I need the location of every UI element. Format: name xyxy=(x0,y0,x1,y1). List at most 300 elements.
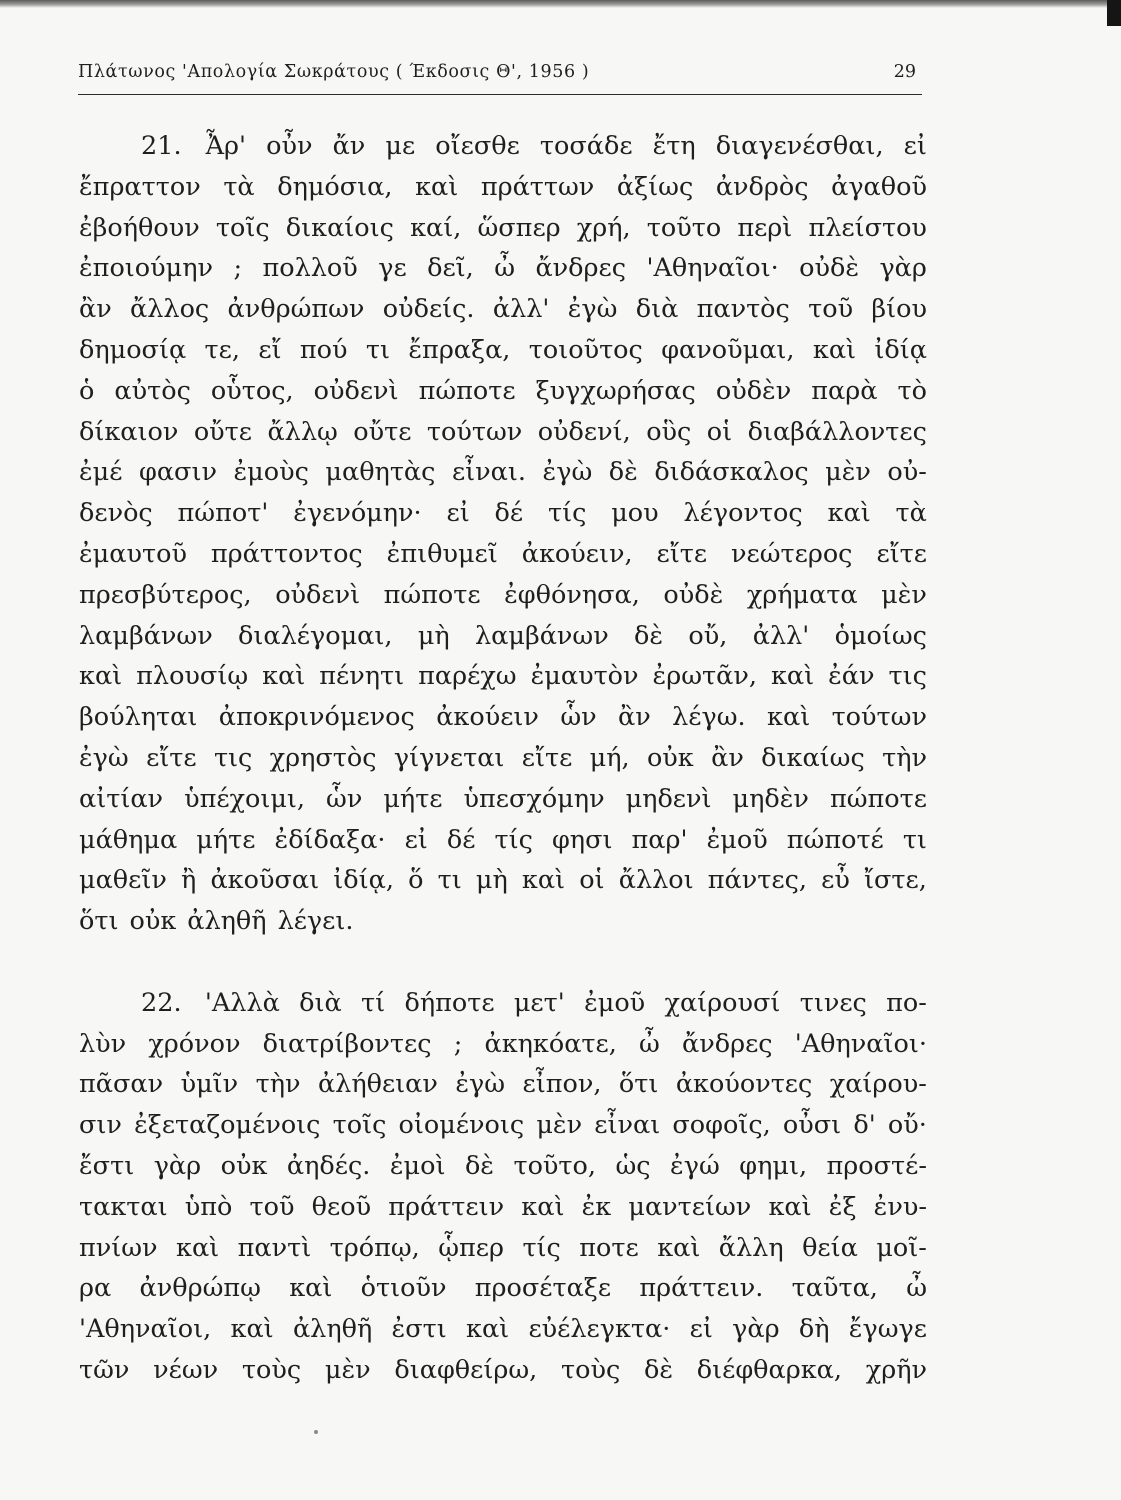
word: δικαίοις xyxy=(285,212,394,243)
word: ἴστε, xyxy=(864,865,927,896)
text-line xyxy=(79,779,927,820)
word: ἂν xyxy=(711,742,744,773)
scan-top-edge xyxy=(0,0,1121,8)
text-line xyxy=(79,616,927,657)
word: τὰ xyxy=(223,171,255,202)
text-line xyxy=(79,493,927,534)
word: τούτων xyxy=(831,702,927,733)
word: νέων xyxy=(153,1354,219,1385)
word: μὴ xyxy=(475,865,508,896)
word: χρηστὸς xyxy=(269,742,377,773)
word: ξυγχωρήσας xyxy=(535,375,696,406)
word: ; xyxy=(453,1028,463,1059)
word: δικαίως xyxy=(761,742,865,773)
word: οὐκ xyxy=(220,1150,268,1181)
word: λέγει. xyxy=(277,906,354,937)
word: πο- xyxy=(886,987,927,1018)
word: ἀποκρινόμενος xyxy=(218,702,415,733)
word: οὐδενὶ xyxy=(275,579,361,610)
text-line xyxy=(79,371,927,412)
word: ᾧπερ xyxy=(438,1232,504,1263)
word: εἴτε xyxy=(521,742,573,773)
word: εἶπον, xyxy=(522,1069,602,1100)
word: δὴ xyxy=(798,1314,830,1345)
word: πνίων xyxy=(79,1232,158,1263)
word: μοῖ- xyxy=(876,1232,927,1263)
word: ἐγὼ xyxy=(542,457,593,488)
word: ὁμοίως xyxy=(834,620,927,651)
text-line xyxy=(79,126,927,167)
word: τοῦτο, xyxy=(513,1150,596,1181)
word: τις xyxy=(888,661,927,692)
word: χαίρουσί xyxy=(664,987,781,1018)
word: φησι xyxy=(551,824,613,855)
word: τις xyxy=(213,742,253,773)
word: ἐγενόμην· xyxy=(293,498,422,529)
word: οὔτε xyxy=(353,416,412,447)
word: εἴ xyxy=(258,334,282,365)
word: ἐξ xyxy=(828,1191,857,1222)
word: γίγνεται xyxy=(393,742,505,773)
word: χρήματα xyxy=(746,579,858,610)
word: οὓς xyxy=(646,416,692,447)
word: ὅτι xyxy=(79,906,119,937)
word: μὲν xyxy=(881,579,927,610)
text-line xyxy=(79,1268,927,1309)
word: με xyxy=(385,131,416,161)
word: οὐδενί, xyxy=(537,416,631,447)
word: παρέχω xyxy=(418,661,517,692)
word: πένητι xyxy=(319,661,405,692)
word: δημοσίᾳ xyxy=(79,334,187,365)
word: ἐμοὶ xyxy=(389,1150,446,1181)
word: ἐνυ- xyxy=(873,1191,927,1222)
word: ὦ xyxy=(906,1273,927,1304)
word: καὶ xyxy=(521,865,566,896)
word: διαγενέσθαι, xyxy=(715,131,884,161)
word: ἐγὼ xyxy=(455,1069,506,1100)
word: ποτε xyxy=(579,1232,639,1263)
word: ἔστι xyxy=(79,1150,135,1181)
word: τοῖς xyxy=(215,212,270,243)
text-line xyxy=(79,1105,927,1146)
word: θεοῦ xyxy=(311,1191,372,1222)
word: πώποτε xyxy=(383,579,481,610)
word: χαίρου- xyxy=(829,1069,927,1100)
word: διαλέγομαι, xyxy=(238,620,393,651)
paragraph-number: 21. xyxy=(141,131,182,161)
word: πολλοῦ xyxy=(262,253,358,284)
text-line xyxy=(79,167,927,208)
word: οὐδὲ xyxy=(799,253,859,284)
word: δενὸς xyxy=(79,498,153,529)
word: σιν xyxy=(79,1110,122,1141)
word: ἀκούειν, xyxy=(521,538,633,569)
text-line xyxy=(79,1024,927,1065)
word: λέγω. xyxy=(672,702,746,733)
word: ὦ xyxy=(639,1028,660,1059)
word: ἀκηκόατε, xyxy=(484,1028,617,1059)
word: τοιοῦτος xyxy=(528,334,643,365)
paragraph-gap xyxy=(79,942,927,983)
word: νεώτερος xyxy=(731,538,853,569)
word: οὐδείς. xyxy=(382,294,475,325)
word: πλείστου xyxy=(808,212,927,243)
word: πράττειν xyxy=(388,1191,505,1222)
word: διατρίβοντες xyxy=(262,1028,432,1059)
word: ἐγώ xyxy=(670,1150,720,1181)
text-line xyxy=(79,575,927,616)
word: οἱ xyxy=(579,865,605,896)
word: πώποτε xyxy=(829,783,927,814)
word: τὴν xyxy=(882,742,927,773)
word: δήποτε xyxy=(404,987,495,1018)
word: δὲ xyxy=(643,1354,674,1385)
word: οἴεσθε xyxy=(435,131,520,161)
word: ἄλλοι xyxy=(618,865,694,896)
word: ὁ xyxy=(79,375,95,406)
text-line xyxy=(79,412,927,453)
text-line xyxy=(79,1064,927,1105)
word: ἄνδρες xyxy=(682,1028,773,1059)
word: τίς xyxy=(522,1232,561,1263)
word: καὶ xyxy=(812,334,857,365)
word: ἄλλῳ xyxy=(267,416,338,447)
word: ὅ xyxy=(408,865,424,896)
word: τί xyxy=(361,987,386,1018)
word: θεία xyxy=(802,1232,858,1263)
word: αὐτὸς xyxy=(114,375,191,406)
word: πάντες, xyxy=(707,865,807,896)
word: πώποτ' xyxy=(177,498,269,529)
word: ἐρωτᾶν, xyxy=(652,661,757,692)
word: τούτων xyxy=(426,416,523,447)
word: ἐκ xyxy=(581,1191,612,1222)
word: προσέταξε xyxy=(474,1273,612,1304)
text-line xyxy=(79,1146,927,1187)
word: εἰ xyxy=(689,1314,713,1345)
text-line xyxy=(79,330,927,371)
word: μαθητὰς xyxy=(325,457,436,488)
word: ἄλλος xyxy=(130,294,210,325)
word: εἰ xyxy=(446,498,470,529)
word: 'Αθηναῖοι· xyxy=(646,253,779,284)
word: τοῦ xyxy=(249,1191,295,1222)
word: καὶ xyxy=(289,1273,333,1304)
word: ἂν xyxy=(79,294,112,325)
word: ἔπραττον xyxy=(79,171,201,202)
word: χρόνον xyxy=(148,1028,241,1059)
word: διδάσκαλος xyxy=(654,457,809,488)
word: παντὸς xyxy=(696,294,790,325)
word: μήτε xyxy=(196,824,256,855)
word: πράττειν. xyxy=(639,1273,764,1304)
word: ἔγωγε xyxy=(848,1314,927,1345)
word: ἐμαυτοῦ xyxy=(79,538,187,569)
word: μηδὲν xyxy=(732,783,809,814)
word: δεῖ, xyxy=(427,253,474,284)
word: ὁτιοῦν xyxy=(360,1273,447,1304)
word: τρόπῳ, xyxy=(329,1232,420,1263)
word: ἀνδρὸς xyxy=(715,171,809,202)
word: φασιν xyxy=(138,457,217,488)
word: μὲν xyxy=(825,457,871,488)
word: παντὶ xyxy=(237,1232,312,1263)
word: οὐδὲν xyxy=(715,375,792,406)
word: μὲν xyxy=(324,1354,371,1385)
word: μάθημα xyxy=(79,824,178,855)
word: ἄνδρες xyxy=(535,253,626,284)
word: τίς xyxy=(547,498,587,529)
word: ἐμοῦ xyxy=(706,824,768,855)
text-line xyxy=(79,697,927,738)
word: οἰομένοις xyxy=(398,1110,525,1141)
word: ; xyxy=(233,253,243,284)
word: καὶ xyxy=(79,661,123,692)
word: εἶναι. xyxy=(451,457,526,488)
word: μὲν xyxy=(536,1110,583,1141)
word: τὴν xyxy=(255,1069,301,1100)
word: πού xyxy=(299,334,348,365)
word: καὶ xyxy=(768,1191,812,1222)
word: καὶ xyxy=(657,1232,701,1263)
word: τι xyxy=(902,824,927,855)
word: τίς xyxy=(494,824,533,855)
word: δημόσια, xyxy=(277,171,393,202)
word: ἀληθῆ xyxy=(292,1314,373,1345)
word: 'Αθηναῖοι· xyxy=(794,1028,927,1059)
word: δέ xyxy=(494,498,524,529)
word: οὗτος, xyxy=(210,375,294,406)
word: ὦ xyxy=(494,253,515,284)
word: ἐξεταζομένοις xyxy=(134,1110,321,1141)
word: τοῖς xyxy=(332,1110,387,1141)
word: δὲ xyxy=(464,1150,494,1181)
word: σοφοῖς, xyxy=(672,1110,771,1141)
word: ρα xyxy=(79,1273,112,1304)
word: χρή, xyxy=(576,212,631,243)
word: ἄλλη xyxy=(718,1232,784,1263)
word: οὐδὲ xyxy=(663,579,724,610)
word: καί, xyxy=(410,212,462,243)
word: Ἆρ' xyxy=(205,131,247,161)
word: εἴτε xyxy=(656,538,708,569)
word: πώποτε xyxy=(418,375,516,406)
scan-corner-mark xyxy=(1107,0,1121,26)
text-line xyxy=(79,738,927,779)
word: εἴτε xyxy=(146,742,197,773)
word: γε xyxy=(378,253,407,284)
word: βούληται xyxy=(79,702,198,733)
word: ἀηδές. xyxy=(286,1150,371,1181)
word: διὰ xyxy=(635,294,679,325)
word: μή, xyxy=(589,742,630,773)
word: ἐδίδαξα· xyxy=(274,824,386,855)
text-line xyxy=(79,208,927,249)
word: ὡς xyxy=(615,1150,651,1181)
text-line xyxy=(79,1350,927,1391)
text-line xyxy=(79,860,927,901)
word: εἶναι xyxy=(594,1110,661,1141)
word: ὅτι xyxy=(618,1069,659,1100)
word: ἀκούειν xyxy=(436,702,539,733)
word: διὰ xyxy=(299,987,342,1018)
word: τακται xyxy=(79,1191,168,1222)
running-title: Πλάτωνος 'Απολογία Σωκράτους ( Έκδοσις Θ', 1956 ) xyxy=(78,62,590,82)
word: δίκαιον xyxy=(79,416,179,447)
word: οὐ- xyxy=(887,457,927,488)
word: ἀλλ' xyxy=(492,294,550,325)
word: λαμβάνων xyxy=(79,620,213,651)
word: τοσάδε xyxy=(539,131,633,161)
word: ἐβοήθουν xyxy=(79,212,200,243)
word: καὶ xyxy=(770,661,815,692)
text-line xyxy=(79,289,927,330)
word: πώποτέ xyxy=(786,824,884,855)
word: καὶ xyxy=(415,171,459,202)
word: διαφθείρω, xyxy=(394,1354,538,1385)
word: καὶ xyxy=(521,1191,565,1222)
word: γὰρ xyxy=(879,253,927,284)
word: 'Αθηναῖοι, xyxy=(79,1314,212,1345)
word: ἀλλ' xyxy=(752,620,810,651)
text-line xyxy=(79,534,927,575)
word: 'Αλλὰ xyxy=(204,987,280,1018)
word: βίου xyxy=(871,294,927,325)
word: μὴ xyxy=(417,620,450,651)
word: εἴτε xyxy=(876,538,927,569)
word: λέγοντος xyxy=(683,498,803,529)
word: λαμβάνων xyxy=(475,620,609,651)
word: περὶ xyxy=(737,212,793,243)
word: ὑμῖν xyxy=(180,1069,239,1100)
word: ὧν xyxy=(326,783,363,814)
word: δέ xyxy=(446,824,476,855)
word: οὖν xyxy=(266,131,313,161)
word: καὶ xyxy=(230,1314,274,1345)
word: ἰδίᾳ, xyxy=(333,865,394,896)
text-line xyxy=(79,1228,927,1269)
word: παρ' xyxy=(631,824,688,855)
word: ἐμέ xyxy=(79,457,123,488)
word: ἀξίως xyxy=(616,171,694,202)
text-line xyxy=(79,452,927,493)
word: τοῦ xyxy=(808,294,854,325)
word: τοὺς xyxy=(241,1354,302,1385)
word: φημι, xyxy=(739,1150,808,1181)
word: οὔτε xyxy=(193,416,252,447)
word: τὸ xyxy=(897,375,927,406)
text-line xyxy=(79,820,927,861)
word: καὶ xyxy=(176,1232,220,1263)
word: ἀκοῦσαι xyxy=(210,865,320,896)
word: τι xyxy=(365,334,391,365)
word: τι xyxy=(437,865,462,896)
word: διέφθαρκα, xyxy=(696,1354,843,1385)
word: λὺν xyxy=(79,1028,127,1059)
word: μετ' xyxy=(513,987,565,1018)
word: ἐμαυτὸν xyxy=(530,661,639,692)
word: μήτε xyxy=(383,783,443,814)
word: τοῦτο xyxy=(646,212,722,243)
paragraph-number: 22. xyxy=(141,987,182,1018)
word: οὔ, xyxy=(688,620,728,651)
word: ἐπιθυμεῖ xyxy=(386,538,498,569)
word: ἀλήθειαν xyxy=(317,1069,438,1100)
word: μαντείων xyxy=(628,1191,752,1222)
word: πρεσβύτερος, xyxy=(79,579,252,610)
word: γὰρ xyxy=(153,1150,202,1181)
word: ἀληθῆ xyxy=(187,906,267,937)
page-number: 29 xyxy=(893,62,916,82)
word: ἀνθρώπῳ xyxy=(139,1273,261,1304)
word: ὑπέχοιμι, xyxy=(184,783,306,814)
word: καὶ xyxy=(466,1314,510,1345)
word: τοὺς xyxy=(561,1354,621,1385)
page-header xyxy=(78,58,922,95)
word: οὐδενὶ xyxy=(313,375,399,406)
word: ἐμοὺς xyxy=(233,457,309,488)
word: γὰρ xyxy=(732,1314,780,1345)
word: διαβάλλοντες xyxy=(747,416,927,447)
word: ἐφθόνησα, xyxy=(504,579,640,610)
word: ἐποιούμην xyxy=(79,253,213,284)
word: ἄν xyxy=(332,131,366,161)
word: ἂν xyxy=(618,702,651,733)
body-text xyxy=(79,126,927,1391)
text-line xyxy=(79,656,927,697)
word: οἱ xyxy=(706,416,733,447)
word: καὶ xyxy=(262,661,306,692)
word: οὐκ xyxy=(646,742,694,773)
word: ἔτη xyxy=(652,131,696,161)
word: φανοῦμαι, xyxy=(661,334,795,365)
word: πράττοντος xyxy=(210,538,363,569)
word: δὲ xyxy=(608,457,638,488)
word: ἐάν xyxy=(828,661,875,692)
word: χρῆν xyxy=(865,1354,927,1385)
word: ἰδίᾳ xyxy=(874,334,927,365)
word: πλουσίῳ xyxy=(136,661,249,692)
word: ἀνθρώπων xyxy=(227,294,365,325)
word: αἰτίαν xyxy=(79,783,164,814)
word: τινες xyxy=(799,987,867,1018)
word: εὐέλεγκτα· xyxy=(528,1314,671,1345)
word: προστέ- xyxy=(826,1150,927,1181)
word: μαθεῖν xyxy=(79,865,167,896)
word: καὶ xyxy=(767,702,811,733)
word: ἔπραξα, xyxy=(408,334,511,365)
word: τε, xyxy=(204,334,240,365)
word: μου xyxy=(611,498,659,529)
word: ὥσπερ xyxy=(477,212,561,243)
text-line xyxy=(79,983,927,1024)
word: παρὰ xyxy=(811,375,878,406)
word: οὐκ xyxy=(129,906,177,937)
word: εἰ xyxy=(404,824,428,855)
word: ὑπὸ xyxy=(184,1191,233,1222)
word: ὑπεσχόμην xyxy=(463,783,605,814)
word: οὔ· xyxy=(887,1110,927,1141)
word: ἐγὼ xyxy=(79,742,129,773)
word: ὧν xyxy=(560,702,597,733)
word: ἀκούοντες xyxy=(675,1069,813,1100)
margin-speck xyxy=(314,1430,318,1434)
word: ἐμοῦ xyxy=(584,987,646,1018)
word: δὲ xyxy=(634,620,664,651)
text-line xyxy=(79,1187,927,1228)
text-line xyxy=(79,901,927,942)
